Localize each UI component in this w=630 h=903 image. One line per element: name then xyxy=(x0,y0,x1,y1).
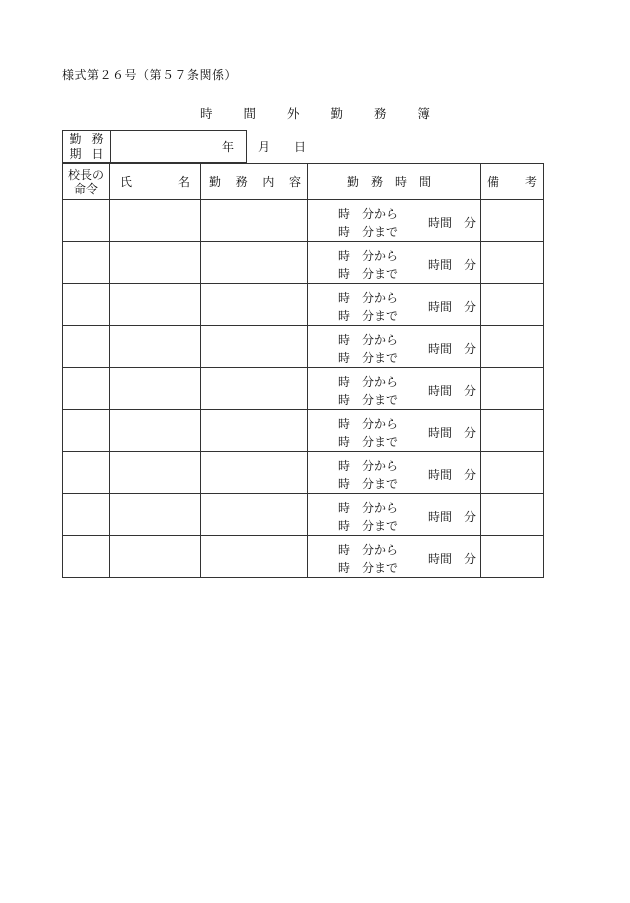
time-to: 時 分まで xyxy=(338,309,399,323)
time-to: 時 分まで xyxy=(338,351,399,365)
time-from: 時 分から xyxy=(338,207,399,221)
work-time-cell[interactable] xyxy=(308,368,481,410)
name-cell[interactable] xyxy=(110,200,201,242)
work-time-cell[interactable] xyxy=(308,200,481,242)
name-cell[interactable] xyxy=(110,284,201,326)
table-header-row xyxy=(63,164,544,200)
header-remarks: 備 考 xyxy=(481,164,544,200)
time-from: 時 分から xyxy=(338,501,399,515)
name-cell[interactable] xyxy=(110,410,201,452)
time-from: 時 分から xyxy=(338,249,399,263)
remarks-cell[interactable] xyxy=(481,284,544,326)
name-cell[interactable] xyxy=(110,452,201,494)
time-from: 時 分から xyxy=(338,417,399,431)
work-date-box xyxy=(62,130,307,163)
title-char: 間 xyxy=(243,106,256,121)
name-cell[interactable] xyxy=(110,536,201,578)
time-to: 時 分まで xyxy=(338,435,399,449)
principal-order-cell[interactable] xyxy=(63,200,110,242)
duty-content-cell[interactable] xyxy=(201,284,308,326)
duty-content-cell[interactable] xyxy=(201,536,308,578)
title-char: 勤 xyxy=(330,106,343,121)
day-label: 日 xyxy=(294,140,307,154)
table-row xyxy=(63,242,544,284)
time-to: 時 分まで xyxy=(338,225,399,239)
table-row xyxy=(63,536,544,578)
work-time-cell[interactable] xyxy=(308,242,481,284)
work-time-cell[interactable] xyxy=(308,284,481,326)
time-to: 時 分まで xyxy=(338,477,399,491)
work-time-cell[interactable] xyxy=(308,410,481,452)
year-label: 年 xyxy=(222,140,235,154)
principal-order-cell[interactable] xyxy=(63,326,110,368)
table-row xyxy=(63,200,544,242)
overtime-log-table xyxy=(62,163,544,578)
time-to: 時 分まで xyxy=(338,561,399,575)
remarks-cell[interactable] xyxy=(481,536,544,578)
header-name: 氏 名 xyxy=(110,164,201,200)
table-row xyxy=(63,410,544,452)
time-total: 時間 分 xyxy=(428,216,477,230)
time-from: 時 分から xyxy=(338,291,399,305)
time-from: 時 分から xyxy=(338,459,399,473)
time-to: 時 分まで xyxy=(338,519,399,533)
title-char: 簿 xyxy=(417,106,430,121)
remarks-cell[interactable] xyxy=(481,242,544,284)
work-time-cell[interactable] xyxy=(308,536,481,578)
work-time-cell[interactable] xyxy=(308,494,481,536)
form-number: 様式第２６号（第５７条関係） xyxy=(62,68,238,82)
time-total: 時間 分 xyxy=(428,552,477,566)
month-label: 月 xyxy=(258,140,271,154)
time-from: 時 分から xyxy=(338,543,399,557)
time-total: 時間 分 xyxy=(428,510,477,524)
title-char: 時 xyxy=(200,106,213,121)
time-total: 時間 分 xyxy=(428,468,477,482)
time-from: 時 分から xyxy=(338,375,399,389)
table-row xyxy=(63,452,544,494)
name-cell[interactable] xyxy=(110,368,201,410)
table-row xyxy=(63,326,544,368)
time-total: 時間 分 xyxy=(428,384,477,398)
label-char: 務 xyxy=(91,131,104,146)
header-work-time: 勤 務 時 間 xyxy=(308,164,481,200)
principal-order-cell[interactable] xyxy=(63,536,110,578)
principal-order-cell[interactable] xyxy=(63,452,110,494)
name-cell[interactable] xyxy=(110,326,201,368)
duty-content-cell[interactable] xyxy=(201,410,308,452)
time-total: 時間 分 xyxy=(428,342,477,356)
name-cell[interactable] xyxy=(110,242,201,284)
principal-order-cell[interactable] xyxy=(63,242,110,284)
header-principal-order: 校長の 命令 xyxy=(63,164,110,200)
work-time-cell[interactable] xyxy=(308,326,481,368)
time-to: 時 分まで xyxy=(338,267,399,281)
duty-content-cell[interactable] xyxy=(201,326,308,368)
page-title xyxy=(200,104,430,122)
work-time-cell[interactable] xyxy=(308,452,481,494)
duty-content-cell[interactable] xyxy=(201,200,308,242)
remarks-cell[interactable] xyxy=(481,494,544,536)
principal-order-cell[interactable] xyxy=(63,494,110,536)
label-char: 期 xyxy=(69,146,82,161)
label-char: 勤 xyxy=(69,131,82,146)
time-to: 時 分まで xyxy=(338,393,399,407)
title-char: 務 xyxy=(373,106,387,121)
duty-content-cell[interactable] xyxy=(201,242,308,284)
name-cell[interactable] xyxy=(110,494,201,536)
table-row xyxy=(63,368,544,410)
remarks-cell[interactable] xyxy=(481,200,544,242)
time-total: 時間 分 xyxy=(428,300,477,314)
principal-order-cell[interactable] xyxy=(63,368,110,410)
work-date-field[interactable] xyxy=(111,131,307,162)
time-total: 時間 分 xyxy=(428,426,477,440)
remarks-cell[interactable] xyxy=(481,326,544,368)
table-row xyxy=(63,494,544,536)
title-char: 外 xyxy=(286,106,300,121)
header-duty-content: 勤 務 内 容 xyxy=(201,164,308,200)
remarks-cell[interactable] xyxy=(481,452,544,494)
work-date-label xyxy=(63,131,111,162)
remarks-cell[interactable] xyxy=(481,410,544,452)
label-char: 日 xyxy=(91,146,104,161)
table-row xyxy=(63,284,544,326)
time-from: 時 分から xyxy=(338,333,399,347)
duty-content-cell[interactable] xyxy=(201,452,308,494)
remarks-cell[interactable] xyxy=(481,368,544,410)
principal-order-cell[interactable] xyxy=(63,284,110,326)
principal-order-cell[interactable] xyxy=(63,410,110,452)
time-total: 時間 分 xyxy=(428,258,477,272)
duty-content-cell[interactable] xyxy=(201,494,308,536)
duty-content-cell[interactable] xyxy=(201,368,308,410)
